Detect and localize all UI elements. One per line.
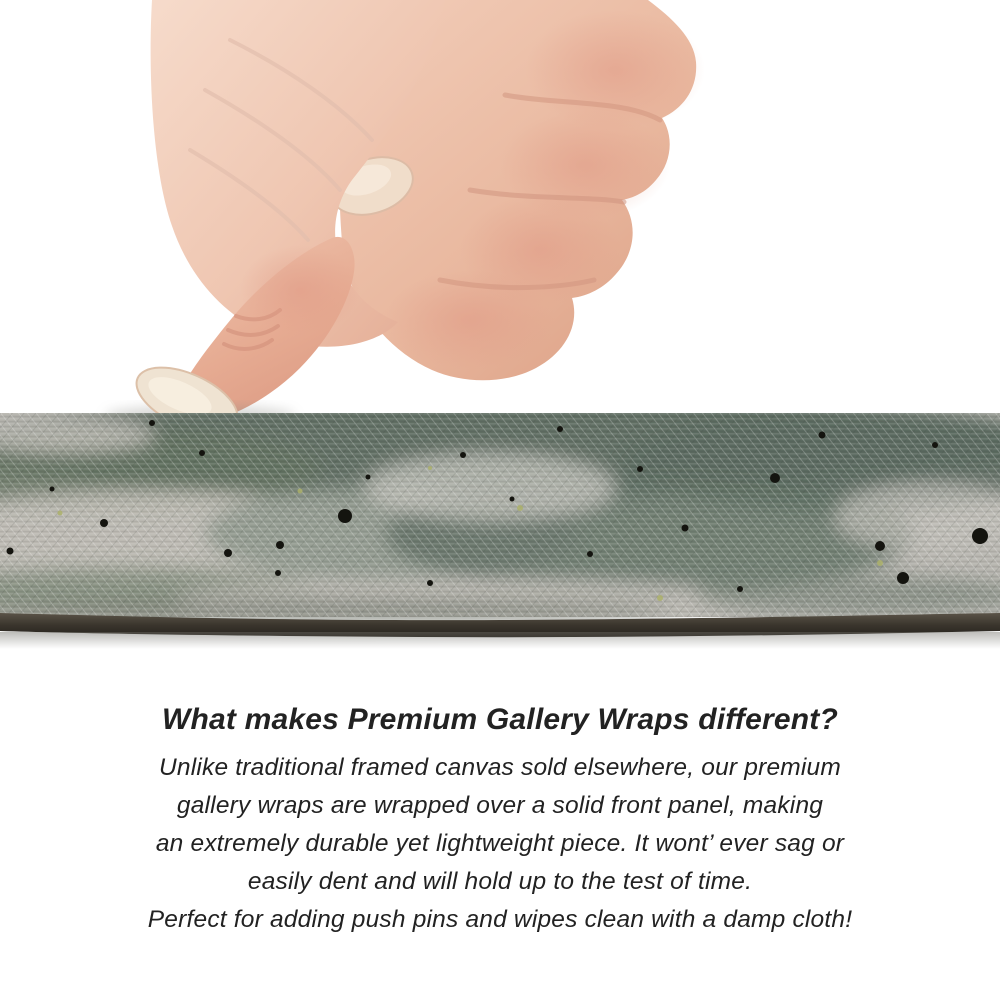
- caption-line-4: easily dent and will hold up to the test of time.: [247, 868, 753, 895]
- caption-line-1: Unlike traditional framed canvas sold elsewhere, our premium: [159, 754, 841, 781]
- hand-photo: [0, 0, 1000, 432]
- panel-drop-shadow: [0, 632, 1000, 649]
- caption-heading: What makes Premium Gallery Wraps different?: [161, 703, 839, 736]
- caption-line-3: an extremely durable yet lightweight piece. It wont’ ever sag or: [155, 830, 845, 857]
- caption-line-5: Perfect for adding push pins and wipes clean with a damp cloth!: [147, 906, 853, 933]
- canvas-edge-face: [0, 413, 1000, 623]
- caption-block: [0, 700, 1000, 939]
- caption-line-2: gallery wraps are wrapped over a solid front panel, making: [176, 792, 824, 819]
- canvas-edge-photo: [0, 413, 1000, 653]
